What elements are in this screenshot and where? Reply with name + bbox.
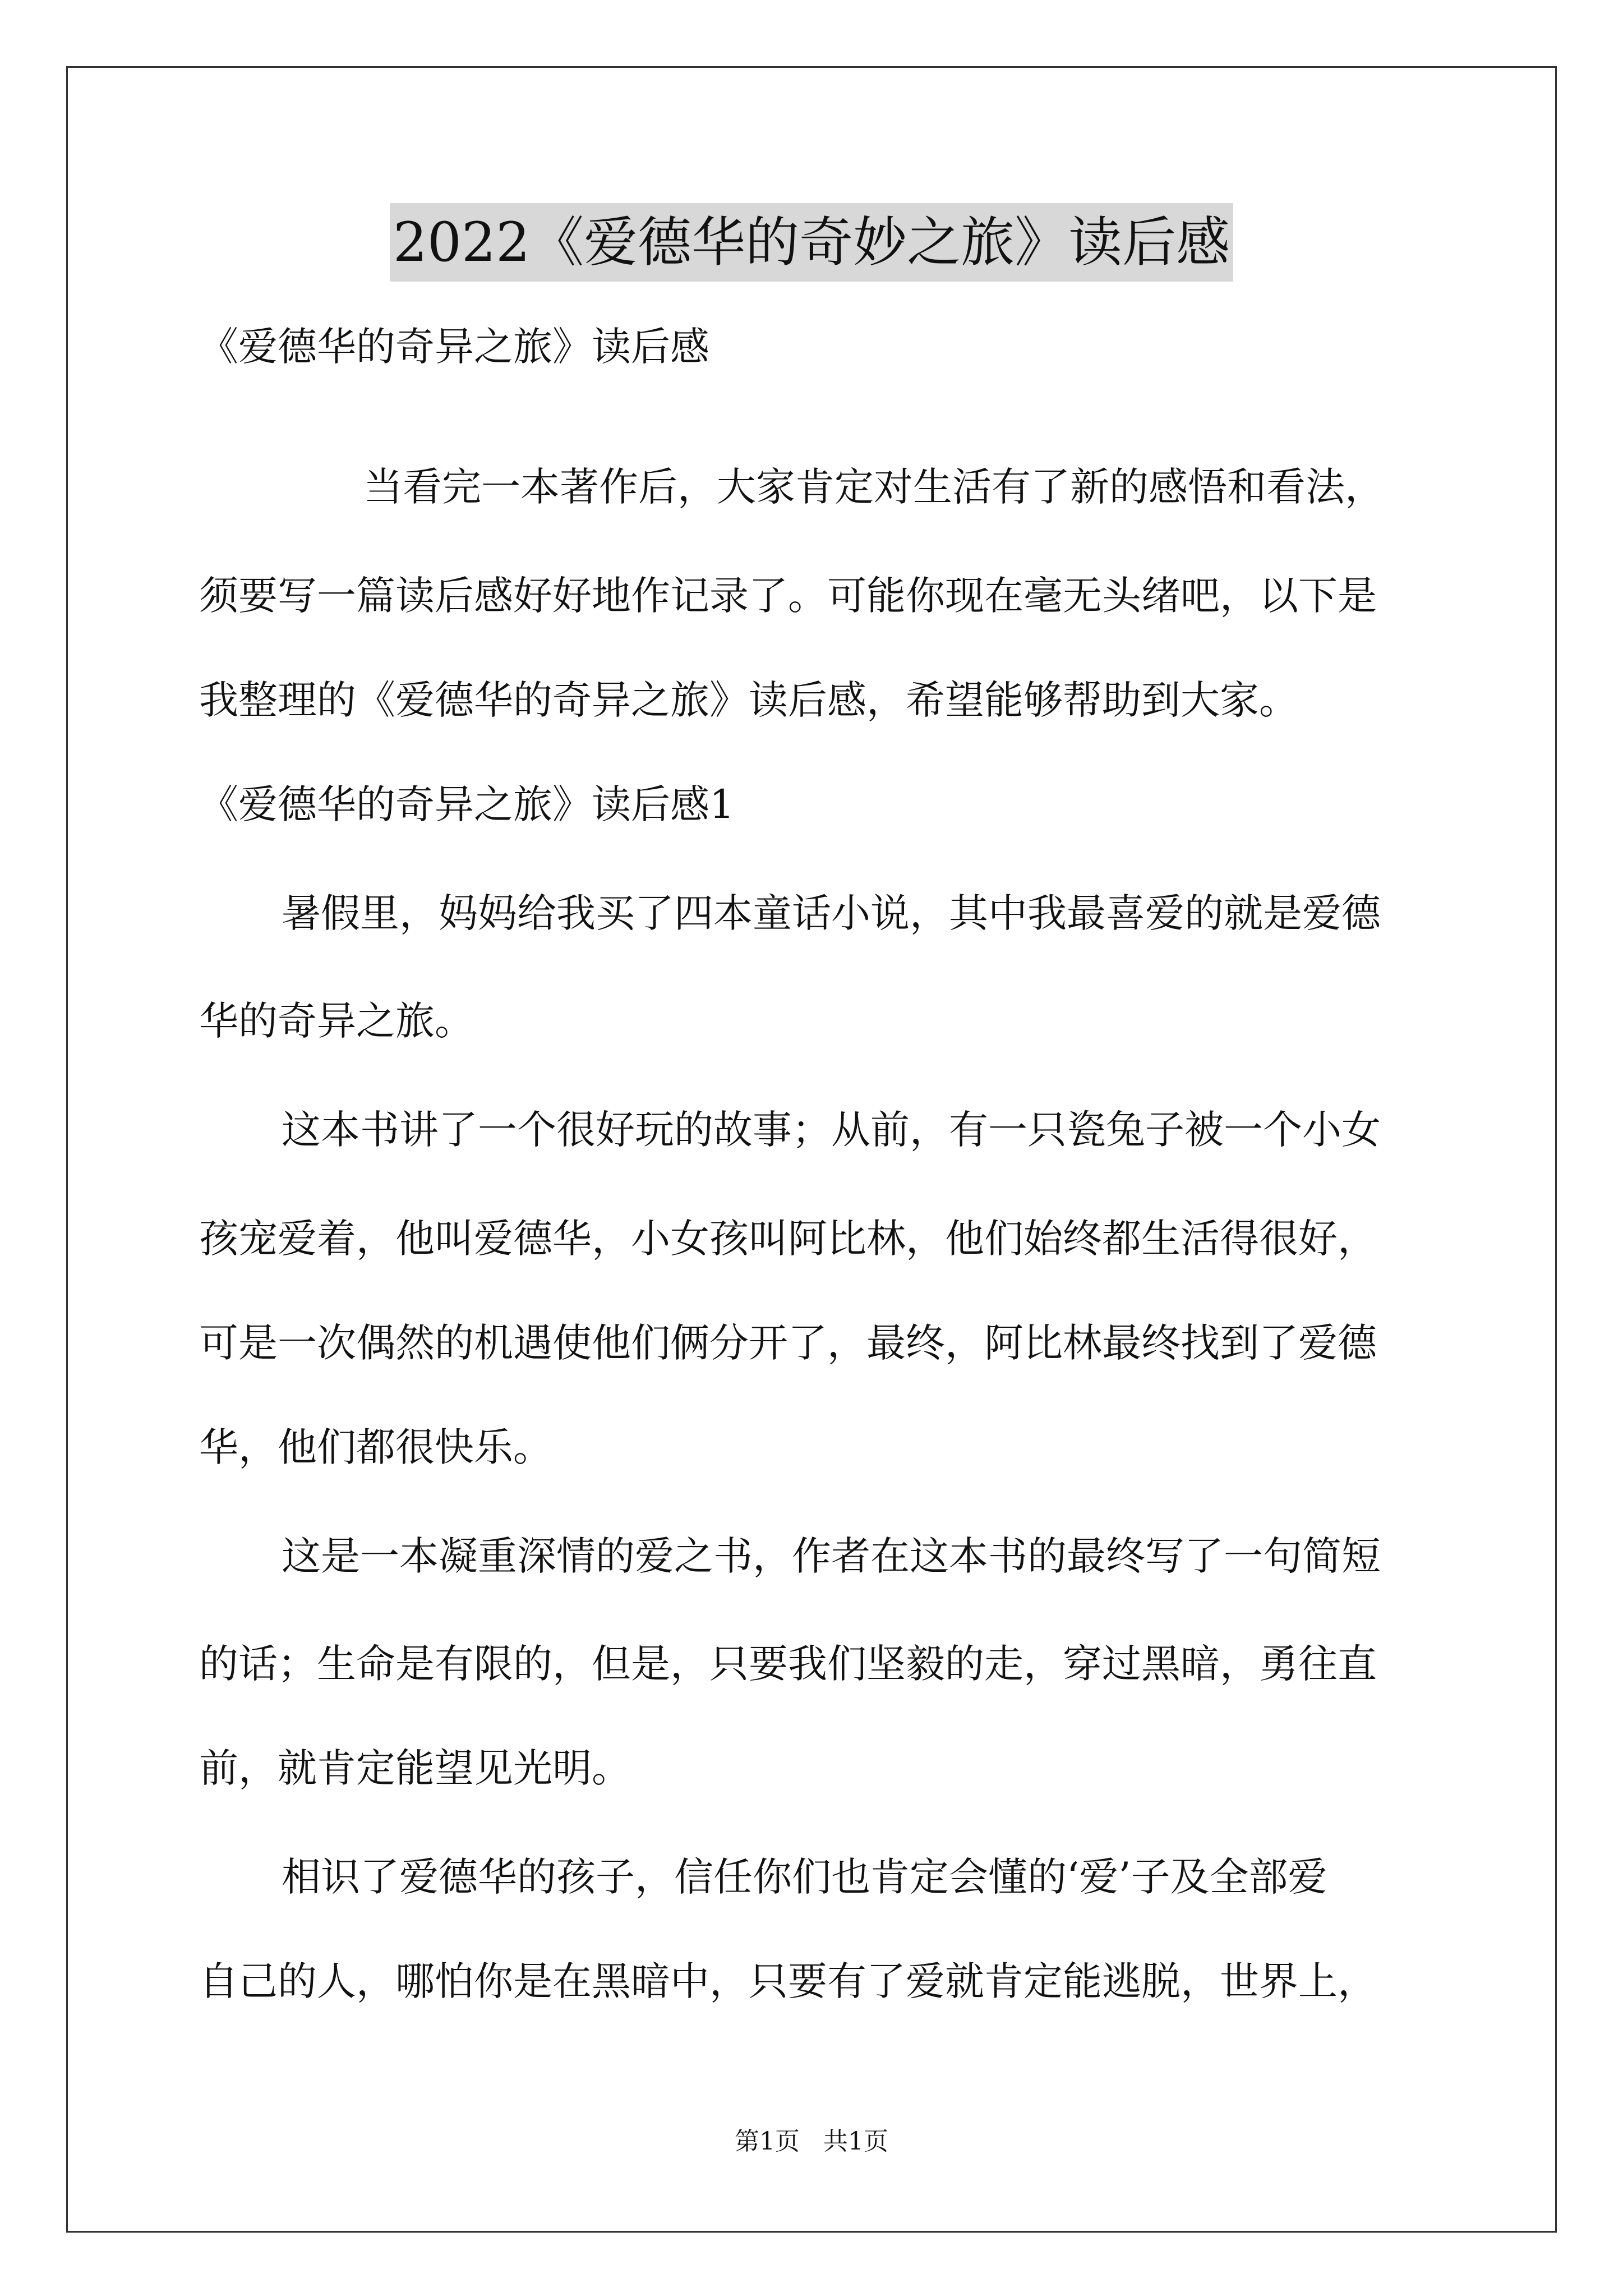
para4-line-2: 自己的人，哪怕你是在黑暗中，只要有了爱就肯定能逃脱，世界上，: [199, 1958, 1377, 2004]
para2-line-1: 这本书讲了一个很好玩的故事；从前，有一只瓷兔子被一个小女: [282, 1107, 1381, 1153]
para3-line-1: 这是一本凝重深情的爱之书，作者在这本书的最终写了一句简短: [282, 1533, 1381, 1579]
para2-line-3: 可是一次偶然的机遇使他们俩分开了，最终，阿比林最终找到了爱德: [199, 1320, 1377, 1366]
para2-line-2: 孩宠爱着，他叫爱德华，小女孩叫阿比林，他们始终都生活得很好，: [199, 1216, 1377, 1262]
subheading: 《爱德华的奇异之旅》读后感: [199, 324, 709, 370]
title-container: [0, 203, 1623, 282]
page-footer: 第1页 共1页: [735, 2127, 888, 2156]
intro-line-3: 我整理的《爱德华的奇异之旅》读后感，希望能够帮助到大家。: [199, 677, 1298, 723]
para2-line-4: 华，他们都很快乐。: [199, 1424, 552, 1470]
section-heading: 《爱德华的奇异之旅》读后感1: [199, 781, 735, 827]
intro-line-2: 须要写一篇读后感好好地作记录了。可能你现在毫无头绪吧，以下是: [199, 573, 1377, 619]
intro-line-1: 当看完一本著作后，大家肯定对生活有了新的感悟和看法，: [363, 464, 1384, 510]
para1-line-1: 暑假里，妈妈给我买了四本童话小说，其中我最喜爱的就是爱德: [282, 890, 1381, 936]
para3-line-3: 前，就肯定能望见光明。: [199, 1745, 631, 1791]
para1-line-2: 华的奇异之旅。: [199, 998, 474, 1044]
document-title: 2022《爱德华的奇妙之旅》读后感: [390, 203, 1233, 282]
para3-line-2: 的话；生命是有限的，但是，只要我们坚毅的走，穿过黑暗，勇往直: [199, 1641, 1377, 1687]
para4-line-1: 相识了爱德华的孩子，信任你们也肯定会懂的‘爱’子及全部爱: [282, 1854, 1327, 1900]
